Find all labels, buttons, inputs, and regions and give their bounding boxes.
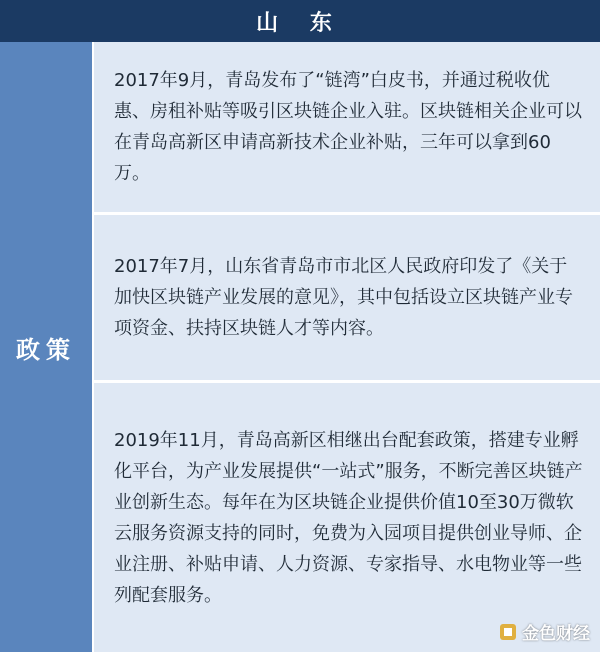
policy-text: 2017年9月，青岛发布了“链湾”白皮书，并通过税收优惠、房租补贴等吸引区块链企业入驻。区块链相关企业可以在青岛高新区申请高新技术企业补贴，三年可以拿到60万。 bbox=[114, 70, 582, 184]
page-title: 山 东 bbox=[0, 0, 600, 42]
policy-cell bbox=[94, 42, 600, 212]
watermark-logo bbox=[498, 619, 590, 644]
watermark-text: 金色财经 bbox=[522, 624, 590, 644]
policy-table bbox=[0, 42, 600, 652]
policy-cell bbox=[94, 212, 600, 380]
gold-cube-icon bbox=[498, 622, 518, 642]
policy-cell bbox=[94, 380, 600, 652]
policy-text: 2017年7月，山东省青岛市市北区人民政府印发了《关于加快区块链产业发展的意见》，其中包括设立区块链产业专项资金、扶持区块链人才等内容。 bbox=[114, 256, 573, 339]
row-label: 政策 bbox=[0, 42, 92, 652]
content-column bbox=[92, 42, 600, 652]
policy-text: 2019年11月，青岛高新区相继出台配套政策，搭建专业孵化平台，为产业发展提供“一站式”服务，不断完善区块链产业创新生态。每年在为区块链企业提供价值10至30万微软云服务资源支持的同时，免费为入园项目提供创业导师、企业注册、补贴申请、人力资源、专家指导、水电物业等一些列配套服务。 bbox=[114, 429, 583, 606]
